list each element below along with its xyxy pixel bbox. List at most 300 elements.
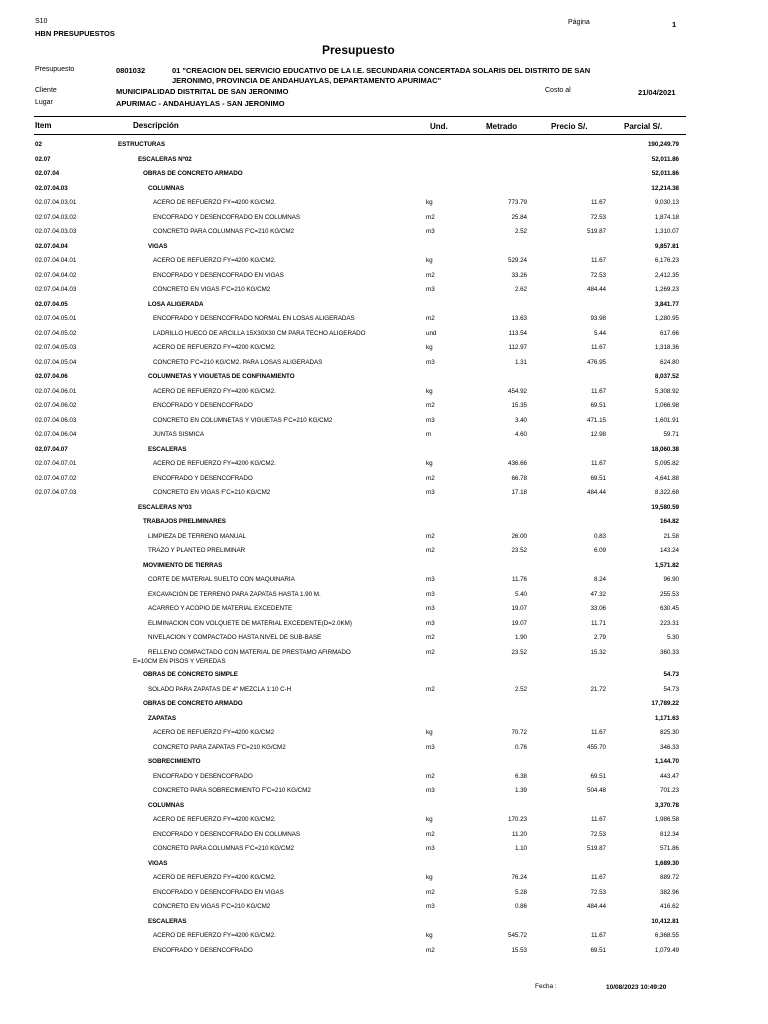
row-metrado: 13.63: [511, 315, 527, 322]
row-description: MOVIMIENTO DE TIERRAS: [143, 561, 223, 569]
row-precio: 11.67: [590, 387, 606, 395]
row-item-code: 02.07.04.05.04: [35, 358, 77, 366]
row-description: ENCOFRADO Y DESENCOFRADO EN VIGAS: [153, 271, 284, 279]
row-unit: kg: [426, 729, 433, 736]
row-precio: 12.98: [590, 431, 606, 438]
row-precio: 455.70: [587, 743, 606, 751]
row-description: ENCOFRADO Y DESENCOFRADO: [153, 946, 253, 954]
row-unit: kg: [426, 387, 433, 395]
table-row: [0, 185, 768, 197]
row-parcial: 1,986.58: [654, 816, 679, 823]
row-parcial: 443.47: [660, 772, 679, 780]
row-precio: 2.79: [593, 634, 606, 641]
row-description: ACARREO Y ACOPIO DE MATERIAL EXCEDENTE: [148, 605, 293, 612]
row-item-code: 02.07.04.04.01: [35, 257, 77, 264]
table-row: [0, 533, 768, 545]
row-parcial: 1,571.82: [654, 561, 679, 569]
row-parcial: 1,310.07: [654, 228, 679, 235]
row-item-code: 02.07.04.03.01: [35, 199, 77, 206]
row-parcial: 52,011.86: [651, 155, 679, 163]
table-row: [0, 729, 768, 741]
row-parcial: 2,412.35: [654, 271, 679, 279]
table-row: [0, 903, 768, 915]
row-metrado: 15.53: [511, 946, 527, 954]
row-parcial: 812.34: [660, 830, 679, 838]
lugar-label: Lugar: [35, 99, 53, 106]
row-unit: m3: [426, 286, 435, 293]
table-row: [0, 605, 768, 617]
row-metrado: 19.07: [511, 619, 527, 627]
row-item-code: 02.07.04.06.01: [35, 387, 77, 395]
row-unit: m3: [426, 845, 435, 852]
row-parcial: 5.30: [666, 634, 679, 641]
table-row: [0, 932, 768, 944]
row-metrado: 19.07: [511, 605, 527, 612]
row-metrado: 1.31: [514, 358, 527, 366]
row-metrado: 70.72: [511, 729, 527, 736]
row-unit: und: [426, 329, 437, 337]
row-metrado: 529.24: [508, 257, 527, 264]
row-metrado: 23.52: [511, 648, 527, 656]
row-description: CONCRETO PARA ZAPATAS F'C=210 KG/CM2: [153, 743, 286, 751]
row-unit: m3: [426, 903, 435, 910]
table-row: [0, 446, 768, 458]
row-unit: m3: [426, 619, 435, 627]
col-item: Item: [35, 121, 52, 130]
row-parcial: 624.80: [660, 358, 679, 366]
row-precio: 11.67: [590, 257, 606, 264]
row-parcial: 889.72: [660, 874, 679, 881]
row-parcial: 360.33: [660, 648, 679, 656]
row-precio: 8.24: [593, 576, 606, 583]
row-precio: 69.51: [590, 402, 606, 409]
row-unit: m2: [426, 888, 435, 896]
col-und: Und.: [430, 122, 448, 131]
table-row: [0, 686, 768, 698]
row-unit: kg: [426, 257, 433, 264]
row-precio: 69.51: [590, 772, 606, 780]
table-row: [0, 816, 768, 828]
row-parcial: 6,368.55: [654, 932, 679, 939]
row-precio: 15.32: [590, 648, 606, 656]
row-description: ACERO DE REFUERZO FY=4200 KG/CM2.: [153, 344, 276, 351]
table-row: [0, 758, 768, 770]
row-description: TRAZO Y PLANTEO PRELIMINAR: [148, 547, 246, 554]
row-parcial: 8,322.68: [654, 489, 679, 496]
row-description: ESTRUCTURAS: [118, 141, 166, 148]
row-description: ESCALERAS Nº03: [138, 503, 192, 511]
row-metrado: 1.10: [514, 845, 527, 852]
row-item-code: 02: [35, 141, 42, 148]
row-precio: 11.67: [590, 344, 606, 351]
table-row: [0, 700, 768, 712]
row-description: ACERO DE REFUERZO FY=4200 KG/CM2.: [153, 257, 276, 264]
row-description: ACERO DE REFUERZO FY=4200 KG/CM2.: [153, 816, 276, 823]
col-descripcion: Descripción: [133, 121, 179, 130]
row-item-code: 02.07.04.06.04: [35, 431, 77, 438]
table-row: [0, 634, 768, 646]
row-parcial: 1,066.98: [654, 402, 679, 409]
row-parcial: 5,308.92: [654, 387, 679, 395]
row-unit: m2: [426, 772, 435, 780]
row-precio: 69.51: [590, 474, 606, 482]
company-name: HBN PRESUPUESTOS: [35, 29, 115, 38]
row-metrado: 76.24: [511, 874, 527, 881]
row-parcial: 3,841.77: [654, 300, 679, 308]
table-row: [0, 460, 768, 472]
row-description: CONCRETO EN VIGAS F'C=210 KG/CM2: [153, 903, 271, 910]
row-parcial: 17,789.22: [651, 700, 679, 707]
table-row: [0, 170, 768, 182]
row-metrado: 436.66: [508, 460, 527, 467]
table-row: [0, 620, 768, 632]
row-parcial: 825.30: [660, 729, 679, 736]
row-parcial: 1,280.95: [654, 315, 679, 322]
row-metrado: 1.90: [514, 634, 527, 641]
row-precio: 6.09: [593, 547, 606, 554]
row-precio: 93.98: [590, 315, 606, 322]
row-unit: m3: [426, 743, 435, 751]
row-metrado: 5.28: [514, 888, 527, 896]
row-metrado: 170.23: [508, 816, 527, 823]
row-unit: m2: [426, 315, 435, 322]
row-description: COLUMNAS: [148, 184, 184, 192]
row-metrado: 11.76: [511, 576, 527, 583]
table-row: [0, 489, 768, 501]
row-precio: 11.71: [590, 619, 606, 627]
table-row: [0, 417, 768, 429]
row-description: ENCOFRADO Y DESENCOFRADO: [153, 772, 253, 780]
row-description: ESCALERAS Nº02: [138, 155, 192, 163]
row-item-code: 02.07.04.06: [35, 373, 68, 380]
row-precio: 72.53: [590, 271, 606, 279]
col-parcial: Parcial S/.: [624, 122, 663, 131]
page-label: Página: [568, 19, 590, 26]
row-parcial: 5,095.82: [654, 460, 679, 467]
row-parcial: 143.24: [660, 547, 679, 554]
table-row: [0, 243, 768, 255]
row-parcial: 8,037.52: [654, 373, 679, 380]
row-precio: 484.44: [587, 286, 606, 293]
row-unit: kg: [426, 816, 433, 823]
row-unit: kg: [426, 932, 433, 939]
table-row: [0, 671, 768, 683]
row-parcial: 3,370.78: [654, 801, 679, 809]
row-parcial: 617.66: [660, 329, 679, 337]
row-unit: kg: [426, 199, 433, 206]
row-item-code: 02.07.04: [35, 170, 60, 177]
table-row: [0, 787, 768, 799]
table-row: [0, 199, 768, 211]
row-parcial: 382.96: [660, 888, 679, 896]
table-row: [0, 431, 768, 443]
row-precio: 72.53: [590, 830, 606, 838]
col-precio: Precio S/.: [551, 122, 588, 131]
row-parcial: 1,144.70: [654, 758, 679, 765]
row-metrado: 33.26: [511, 271, 527, 279]
table-row: [0, 648, 768, 665]
row-precio: 47.32: [590, 590, 606, 598]
row-description: ZAPATAS: [148, 714, 176, 722]
table-row: [0, 576, 768, 588]
row-description: COLUMNAS: [148, 801, 184, 809]
table-row: [0, 402, 768, 414]
row-parcial: 54.73: [663, 685, 679, 693]
row-unit: kg: [426, 344, 433, 351]
row-precio: 476.95: [587, 358, 606, 366]
row-parcial: 19,580.59: [651, 503, 679, 511]
table-row: [0, 228, 768, 240]
row-unit: m: [426, 431, 432, 438]
table-row: [0, 591, 768, 603]
row-description: SOBRECIMIENTO: [148, 758, 201, 765]
row-precio: 69.51: [590, 946, 606, 954]
row-precio: 484.44: [587, 903, 606, 910]
row-description: ACERO DE REFUERZO FY=4200 KG/CM2.: [153, 932, 276, 939]
row-unit: m2: [426, 213, 435, 221]
table-row: [0, 518, 768, 530]
row-unit: m2: [426, 532, 435, 540]
row-description: CONCRETO EN VIGAS F'C=210 KG/CM2: [153, 489, 271, 496]
table-row: [0, 330, 768, 342]
header-top-rule: [34, 116, 686, 117]
row-item-code: 02.07.04.05.01: [35, 315, 77, 322]
row-item-code: 02.07.04.03.02: [35, 213, 77, 221]
row-precio: 33.06: [590, 605, 606, 612]
table-row: [0, 773, 768, 785]
row-parcial: 54.73: [663, 671, 679, 678]
row-description: CONCRETO EN VIGAS F'C=210 KG/CM2: [153, 286, 271, 293]
row-item-code: 02.07.04.03.03: [35, 228, 77, 235]
row-precio: 0.83: [593, 532, 606, 540]
row-metrado: 454.92: [508, 387, 527, 395]
row-precio: 504.48: [587, 787, 606, 794]
table-row: [0, 562, 768, 574]
row-parcial: 223.31: [660, 619, 679, 627]
row-item-code: 02.07.04.05.03: [35, 344, 77, 351]
lugar-value: APURIMAC - ANDAHUAYLAS - SAN JERONIMO: [116, 99, 285, 108]
table-row: [0, 504, 768, 516]
row-description: TRABAJOS PRELIMINARES: [143, 518, 226, 525]
row-unit: m3: [426, 489, 435, 496]
row-parcial: 630.45: [660, 605, 679, 612]
table-row: [0, 141, 768, 153]
row-description: NIVELACION Y COMPACTADO HASTA NIVEL DE SUB-BASE: [148, 634, 322, 641]
row-unit: m3: [426, 787, 435, 794]
row-parcial: 1,171.63: [654, 714, 679, 722]
row-description: ACERO DE REFUERZO FY=4200 KG/CM2.: [153, 387, 276, 395]
row-parcial: 1,874.18: [654, 213, 679, 221]
row-description: ENCOFRADO Y DESENCOFRADO NORMAL EN LOSAS ALIGERADAS: [153, 315, 355, 322]
row-unit: m2: [426, 402, 435, 409]
costo-al-date: 21/04/2021: [638, 88, 676, 97]
row-parcial: 59.71: [663, 431, 679, 438]
costo-al-label: Costo al: [545, 87, 571, 94]
row-metrado: 0.86: [514, 903, 527, 910]
row-metrado: 11.20: [511, 830, 527, 838]
table-row: [0, 845, 768, 857]
row-description: ACERO DE REFUERZO FY=4200 KG/CM2.: [153, 460, 276, 467]
row-parcial: 6,176.23: [654, 257, 679, 264]
row-unit: m2: [426, 634, 435, 641]
row-item-code: 02.07.04.04.02: [35, 271, 77, 279]
table-row: [0, 344, 768, 356]
table-row: [0, 918, 768, 930]
presupuesto-code: 0801032: [116, 66, 146, 75]
row-precio: 72.53: [590, 213, 606, 221]
row-precio: 11.67: [590, 199, 606, 206]
row-description: COLUMNETAS Y VIGUETAS DE CONFINAMIENTO: [148, 373, 295, 380]
row-unit: m2: [426, 648, 435, 656]
fecha-value: 10/08/2023 10:49:20: [606, 984, 667, 991]
row-description: OBRAS DE CONCRETO SIMPLE: [143, 671, 238, 678]
row-description: ELIMINACION CON VOLQUETE DE MATERIAL EXCEDENTE(D=2.0KM): [148, 619, 352, 627]
row-unit: m2: [426, 474, 435, 482]
row-metrado: 5.40: [514, 590, 527, 598]
row-precio: 5.44: [593, 329, 606, 337]
row-precio: 519.87: [587, 845, 606, 852]
row-metrado: 545.72: [508, 932, 527, 939]
row-item-code: 02.07.04.04.03: [35, 286, 77, 293]
row-description: ESCALERAS: [148, 445, 187, 453]
row-description: OBRAS DE CONCRETO ARMADO: [143, 170, 243, 177]
row-parcial: 52,011.86: [651, 170, 679, 177]
row-parcial: 1,318.36: [654, 344, 679, 351]
table-row: [0, 947, 768, 959]
row-description: ENCOFRADO Y DESENCOFRADO EN COLUMNAS: [153, 830, 301, 838]
row-metrado: 773.79: [508, 199, 527, 206]
row-description-wrap: E=10CM EN PISOS Y VEREDAS: [133, 657, 226, 665]
row-parcial: 164.82: [660, 518, 679, 525]
row-unit: m3: [426, 590, 435, 598]
row-metrado: 0.76: [514, 743, 527, 751]
project-name-line2: JERONIMO, PROVINCIA DE ANDAHUAYLAS, DEPARTAMENTO APURIMAC": [172, 76, 442, 85]
row-item-code: 02.07.04.05.02: [35, 329, 77, 337]
row-metrado: 26.00: [511, 532, 527, 540]
row-precio: 519.87: [587, 228, 606, 235]
row-precio: 484.44: [587, 489, 606, 496]
table-row: [0, 475, 768, 487]
row-unit: m2: [426, 547, 435, 554]
cliente-value: MUNICIPALIDAD DISTRITAL DE SAN JERONIMO: [116, 87, 289, 96]
row-metrado: 113.54: [508, 329, 527, 337]
row-item-code: 02.07.04.07.03: [35, 489, 77, 496]
row-description: SOLADO PARA ZAPATAS DE 4" MEZCLA 1:10 C-H: [148, 685, 292, 693]
row-parcial: 21.58: [663, 532, 679, 540]
row-description: JUNTAS SISMICA: [153, 431, 204, 438]
row-parcial: 18,060.38: [651, 445, 679, 453]
row-unit: m3: [426, 605, 435, 612]
row-unit: m3: [426, 416, 435, 424]
row-description: VIGAS: [148, 859, 168, 867]
row-parcial: 9,857.81: [654, 242, 679, 250]
row-description: ESCALERAS: [148, 917, 187, 925]
table-row: [0, 156, 768, 168]
row-unit: m2: [426, 271, 435, 279]
row-description: CONCRETO PARA SOBRECIMIENTO F'C=210 KG/CM2: [153, 787, 311, 794]
row-parcial: 9,030.13: [654, 199, 679, 206]
row-unit: m3: [426, 358, 435, 366]
row-parcial: 571.86: [660, 845, 679, 852]
row-parcial: 1,601.91: [654, 416, 679, 424]
row-unit: m2: [426, 946, 435, 954]
row-precio: 11.67: [590, 729, 606, 736]
row-item-code: 02.07.04.04: [35, 242, 68, 250]
row-parcial: 96.90: [663, 576, 679, 583]
table-row: [0, 301, 768, 313]
row-item-code: 02.07.04.05: [35, 300, 68, 308]
row-description: VIGAS: [148, 242, 168, 250]
presupuesto-label: Presupuesto: [35, 66, 75, 73]
row-parcial: 255.53: [660, 590, 679, 598]
row-description: CONCRETO PARA COLUMNAS F'C=210 KG/CM2: [153, 845, 295, 852]
row-item-code: 02.07.04.07.01: [35, 460, 77, 467]
row-parcial: 1,079.49: [654, 946, 679, 954]
row-metrado: 2.62: [514, 286, 527, 293]
row-item-code: 02.07.04.03: [35, 184, 68, 192]
table-row: [0, 874, 768, 886]
table-row: [0, 272, 768, 284]
row-precio: 21.72: [590, 685, 606, 693]
row-description: CONCRETO F'C=210 KG/CM2. PARA LOSAS ALIGERADAS: [153, 358, 323, 366]
row-description: LOSA ALIGERADA: [148, 300, 204, 308]
row-metrado: 1.39: [514, 787, 527, 794]
row-description: ACERO DE REFUERZO FY=4200 KG/CM2: [153, 729, 275, 736]
row-parcial: 12,214.38: [651, 184, 679, 192]
table-row: [0, 802, 768, 814]
row-parcial: 346.33: [660, 743, 679, 751]
row-item-code: 02.07: [35, 155, 51, 163]
row-item-code: 02.07.04.07.02: [35, 474, 77, 482]
header-bottom-rule: [34, 134, 686, 135]
table-row: [0, 889, 768, 901]
table-row: [0, 257, 768, 269]
row-item-code: 02.07.04.06.02: [35, 402, 77, 409]
row-unit: m2: [426, 685, 435, 693]
row-description: CONCRETO PARA COLUMNAS F'C=210 KG/CM2: [153, 228, 295, 235]
row-parcial: 1,269.23: [654, 286, 679, 293]
table-row: [0, 315, 768, 327]
row-description: CORTE DE MATERIAL SUELTO CON MAQUINARIA: [148, 576, 295, 583]
row-description: OBRAS DE CONCRETO ARMADO: [143, 700, 243, 707]
row-description: ENCOFRADO Y DESENCOFRADO EN COLUMNAS: [153, 213, 301, 221]
table-row: [0, 214, 768, 226]
row-parcial: 190,249.79: [647, 141, 679, 148]
page-title: Presupuesto: [322, 43, 395, 57]
row-precio: 11.67: [590, 460, 606, 467]
row-item-code: 02.07.04.07: [35, 445, 68, 453]
row-metrado: 112.97: [508, 344, 527, 351]
table-row: [0, 388, 768, 400]
row-description: EXCAVACION DE TERRENO PARA ZAPATAS HASTA 1.90 M.: [148, 590, 321, 598]
row-item-code: 02.07.04.06.03: [35, 416, 77, 424]
table-row: [0, 373, 768, 385]
table-row: [0, 744, 768, 756]
row-precio: 471.15: [587, 416, 606, 424]
row-metrado: 2.52: [514, 685, 527, 693]
system-code: S10: [35, 18, 48, 25]
table-row: [0, 715, 768, 727]
row-description: ACERO DE REFUERZO FY=4200 KG/CM2.: [153, 874, 276, 881]
row-metrado: 66.78: [511, 474, 527, 482]
row-unit: kg: [426, 460, 433, 467]
row-unit: m3: [426, 576, 435, 583]
page-number: 1: [672, 20, 677, 29]
row-metrado: 25.84: [511, 213, 527, 221]
row-description: CONCRETO EN COLUMNETAS Y VIGUETAS F'C=210 KG/CM2: [153, 416, 333, 424]
row-metrado: 4.60: [514, 431, 527, 438]
row-precio: 11.67: [590, 874, 606, 881]
